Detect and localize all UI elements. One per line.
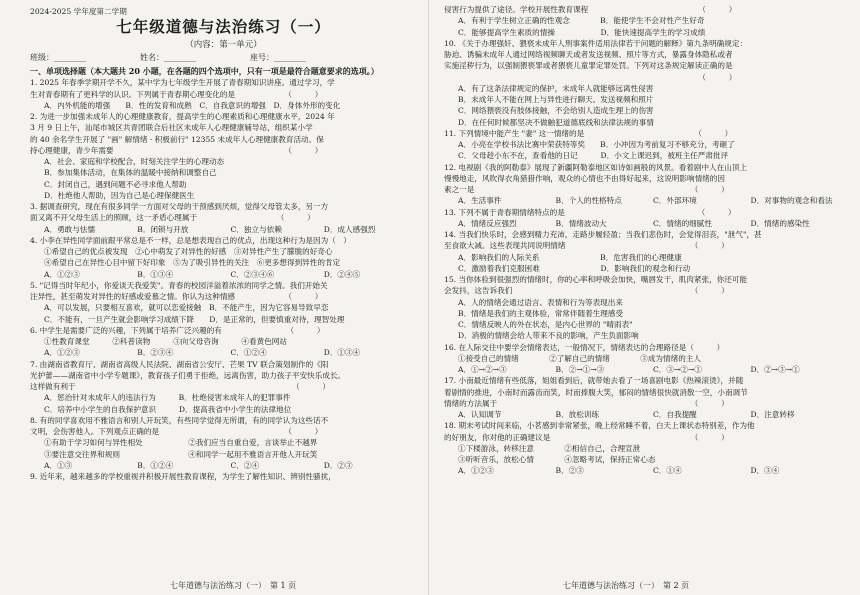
option-choice[interactable]: B．放松训练 (555, 410, 600, 419)
option-choice[interactable]: C．③→②→① (653, 365, 702, 374)
question-stem-line: 光护蕾——湖南省中小学专题课》，教育孩子们勇于拒绝，远离伤害，助力孩子平安快乐成长。 (30, 370, 346, 380)
option-row (444, 364, 848, 375)
question-stem-line: 3. 据调查研究，现在有很多同学一方面对父母的干预感到厌烦，觉得父母管太多，另一方 (30, 202, 329, 211)
option-choice[interactable]: D．注意转移 (750, 410, 795, 419)
page-footer-2: 七年道德与法治练习（一） 第 2 页 (563, 581, 690, 590)
option-choice[interactable]: A．勇敢与怯懦 (44, 224, 96, 234)
question-stem-line: 素之一是 （ ） (444, 185, 729, 194)
option-choice[interactable]: C．外部环境 (653, 196, 697, 206)
option-line[interactable]: A．可以发展，只要相互喜欢，就可以恋爱接触 B．不能产生，因为它容易导致早恋 (44, 303, 329, 313)
option-line[interactable]: ③听听音乐，放松心情 ④忽略考试，保持正常心态 (458, 455, 656, 464)
right-question-list (444, 4, 848, 477)
class-field[interactable]: 班级：________ (30, 53, 86, 63)
option-choice[interactable]: D．对事物的观念和看法 (750, 196, 833, 206)
option-line[interactable]: A．小亮在学校书法比赛中荣获特等奖 B．小冲因为考前复习不够充分，考砸了 (458, 140, 735, 149)
option-line[interactable]: C．封闭自己，遇到问题不必寻求他人帮助 (44, 179, 187, 189)
name-field[interactable]: 姓名：________ (140, 53, 196, 63)
option-choice[interactable]: C．②④ (230, 460, 260, 470)
option-line[interactable]: ①希望自己的优点被发现 ②心中萌发了对异性的好感 ③对异性产生了朦胧的好奇心 (44, 247, 333, 256)
option-line[interactable]: A．有利于学生树立正确的性观念 B．能使学生不会对性产生好奇 (458, 16, 705, 26)
option-choice[interactable]: A．情绪反应强烈 (458, 218, 517, 228)
question-q6 (30, 325, 417, 359)
exam-title: 七年级道德与法治练习（一） (116, 17, 331, 37)
question-stem-line: 实施淫秽行为，以强制猥亵罪或者猥亵儿童罪定罪处罚。下列对这条规定解读正确的是 (444, 61, 733, 71)
question-stem-line: 3 月 9 日上午，汕尾市城区共青团联合后社区未成年人心理健康辅导站，组织某小学 (30, 123, 313, 133)
option-row (30, 347, 417, 358)
option-row (444, 195, 848, 206)
question-stem-line: 14. 当我们快乐时，会感到精力充沛，走路步履轻盈；当我们悲伤时，会觉得泪丧，"泄气"，甚 (444, 230, 762, 239)
question-stem-line: 5. "记得当时年纪小，你爱谈天我爱笑"。青春的校园洋溢着浓浓的同学之情。我们开始关 (30, 280, 328, 290)
question-q9c (444, 4, 848, 38)
question-stem-line: 1. 2025 年春季学期开学不久，某中学为七年级学生开展了青春期知识讲座。通过学习，学 (30, 78, 335, 88)
question-stem-line: 情绪的方法属于 （ ） (444, 398, 729, 408)
page-divider (428, 0, 429, 595)
option-choice[interactable]: D．情绪的感染性 (750, 218, 810, 228)
question-stem-line: 生对青春期有了更科学的认识。下列属于青春期心理变化的是 （ ） (30, 89, 323, 99)
option-choice[interactable]: D．成人感强烈 (323, 224, 376, 234)
option-choice[interactable]: B．情绪波动大 (555, 218, 607, 228)
option-choice[interactable]: D．②→③→① (750, 365, 800, 374)
question-stem-line: 11. 下列情境中能产生 "妻" 这一情绪的是 （ ） (444, 128, 733, 138)
option-row (444, 218, 848, 229)
question-stem-line: 的 40 余名学生开展了 "画" 解情绪 · 积极前行" 12355 未成年人心理健康教育活动。保 (30, 134, 324, 144)
option-line[interactable]: D．在任何时候都坚决不做触犯道德底线和法律法规的事情 (458, 117, 654, 127)
option-choice[interactable]: B．②③ (555, 466, 584, 476)
option-choice[interactable]: B．①③④ (137, 269, 174, 279)
question-stem-line: 12. 电视剧《我的阿勒泰》展现了新疆阿勒泰地区如诗如画般的风景。看着剧中人在山顶上 (444, 162, 748, 172)
option-line[interactable]: D．消极的情绪会给人带来不良的影响，产生负面影响 (458, 331, 639, 341)
question-stem-line: 16. 在人际交往中要学会情绪表达，一般情况下，情绪表达的合理路径是（ ） (444, 342, 725, 352)
question-stem-line: 注异性，甚至萌发对异性的好感或爱慕之情。你认为这种情感 （ ） (30, 292, 323, 301)
left-question-list (30, 77, 417, 482)
question-stem-line: 持心理健康，青少年需要 （ ） (30, 145, 323, 155)
question-q7 (30, 359, 417, 415)
left-page (0, 0, 425, 595)
question-q9 (30, 471, 417, 482)
question-stem-line: 的好朋友，你对他的正确建议是 （ ） (444, 432, 729, 442)
option-line[interactable]: ①有助于学习如何与异性相处 ②我们应当自重自爱，言谈举止不越界 (44, 438, 318, 448)
question-stem-line: 侵害行为提供了途径。学校开展性教育课程 （ ） (444, 5, 737, 14)
question-stem-line: 8. 有的同学喜欢用不雅语言和别人开玩笑，有些同学觉得无所谓，有的同学认为这些话不 (30, 415, 329, 425)
option-line[interactable]: C．能够提高学生素质的情操 D．能快速提高学生的学习成绩 (458, 27, 706, 37)
seat-field[interactable]: 座号：________ (250, 53, 306, 63)
option-line[interactable]: C．培养中小学生的自我保护意识 D．提高我省中小学生的法律地位 (44, 404, 292, 414)
option-choice[interactable]: B．②→①→③ (555, 365, 605, 374)
question-stem-line: 15. 当你体验到很强烈的情绪时，你的心率和呼吸会加快，嘴唇发干，肌肉紧张，你还可能 (444, 275, 748, 284)
option-line[interactable]: ③要注意交往界和规则 ④和同学一起用不雅语言开他人开玩笑 (44, 449, 318, 459)
exam-subtitle: （内容：第一单元） (185, 40, 262, 51)
question-q18 (444, 420, 848, 476)
question-stem-line: 胁迫、诱骗未成年人通过网络视频聊天或者发送视频、照片等方式，暴露身体隐私或者 (444, 50, 733, 59)
option-row (30, 460, 417, 471)
option-line[interactable]: C．不能有，一旦产生就会影响学习成绩下降 D．是正常的，但要慎重对待，理智处理 (44, 314, 345, 324)
option-line[interactable]: C．情绪反映人的外在状态，是内心世界的 "晴雨表" (458, 320, 633, 329)
question-stem-line: 这样做有利于 （ ） (30, 382, 330, 391)
option-choice[interactable]: A．①→②→③ (458, 365, 507, 374)
question-stem-line: 会发抖，这告诉我们 （ ） (444, 286, 729, 296)
option-choice[interactable]: D．③④ (750, 466, 780, 476)
option-row (30, 269, 417, 280)
question-stem-line: 面又离不开父母生活上的照顾，这一矛盾心理属于 （ ） (30, 213, 315, 223)
option-choice[interactable]: A．生活事件 (458, 196, 502, 206)
page-footer-1: 七年道德与法治练习（一） 第 1 页 (170, 581, 297, 590)
option-choice[interactable]: C．自我提醒 (653, 410, 697, 419)
question-q11 (444, 128, 848, 162)
option-line[interactable]: A．内外机能的增强 B．性的发育和成熟 C．自我意识的增强 D．身体外形的变化 (44, 100, 341, 110)
question-stem-line: 9. 近年来，越来越多的学校重视并积极开展性教育课程，为学生了解性知识、辨别性骚扰， (30, 472, 336, 481)
question-q1 (30, 77, 417, 111)
option-choice[interactable]: B．个人的性格特点 (555, 196, 622, 206)
question-q17 (444, 375, 848, 420)
option-row (444, 409, 848, 420)
question-stem-line: 17. 小南最近情绪有些低落，姐姐看到后，就带她去看了一场喜剧电影《热辣滚烫》，并随 (444, 376, 744, 386)
question-stem-line: 10. 《关于办理强奸、猥亵未成年人刑事案件适用法律若干问题的解释》第九条明确规定： (444, 38, 748, 48)
question-q10 (444, 38, 848, 128)
option-choice[interactable]: C．②③④⑥ (230, 269, 275, 279)
right-page (432, 0, 860, 595)
option-choice[interactable]: A．①②③ (44, 269, 80, 279)
option-row (30, 224, 417, 235)
option-line[interactable]: B．参加集体活动，在集体的温暖中接纳和调整自己 (44, 168, 217, 178)
option-choice[interactable]: C．①④ (653, 466, 682, 476)
question-stem-line: 4. 小李在异性同学面前跟平常总是不一样，总是想表现自己的优点，出现这种行为是因为（ ） (30, 235, 351, 245)
option-line[interactable]: ①性教育课堂 ②科普读物 ③向父母咨询 ④看黄色网站 (44, 337, 287, 346)
question-stem-line: 慢慢地走，风吹得衣角猎猎作响，观众的心情也不由得好起来，这说明影响情绪的因 (444, 173, 725, 183)
option-line[interactable]: A．有了这条法律规定的保护，未成年人就能够远离性侵害 (458, 83, 654, 93)
option-choice[interactable]: D．②③ (323, 460, 353, 470)
question-q5 (30, 280, 417, 325)
option-line[interactable]: A．影响我们的人际关系 B．危害我们的心理健康 (458, 252, 682, 262)
question-q13 (444, 207, 848, 230)
option-row (444, 465, 848, 476)
question-q16 (444, 342, 848, 376)
option-choice[interactable]: A．①③ (44, 460, 73, 470)
option-line[interactable]: C．网络猥亵没有肢体接触，不会给别人造成生理上的伤害 (458, 106, 654, 116)
question-q2 (30, 111, 417, 201)
option-line[interactable]: A．人的情绪会通过语言、表情和行为等表现出来 (458, 297, 623, 307)
question-stem-line: 2. 为进一步加强未成年人的心理健康教育，提高学生的心理素质和心理健康水平，2024 年 (30, 112, 335, 121)
option-line[interactable]: A．社会、家庭和学校配合，时刻关注学生的心理动态 (44, 157, 225, 166)
option-line[interactable]: B．情绪是我们的主观体验，常常伴随着生理感受 (458, 308, 624, 318)
option-line[interactable]: A．惩治针对未成年人的违法行为 B．杜绝侵害未成年人的犯罪事件 (44, 393, 291, 403)
option-line[interactable]: C．父母趁小东不在，查看他的日记 D．小文上课迟到，被班主任严肃批评 (458, 151, 729, 161)
option-line[interactable]: ④希望自己在异性心目中留下好印象 ⑤为了吸引异性的关注 ⑥更多想得到异性的肯定 (44, 258, 341, 268)
question-stem-line: 7. 由湖南省教育厅、湖南省高级人民法院、湖南省公安厅、芒果 TV 联合策划制作的《阳 (30, 359, 329, 369)
question-stem-line: （ ） (444, 72, 737, 82)
question-stem-line: 着剧情的推进，小南时而露齿而笑，时而捧腹大笑，郁闷的情绪很快就消散一空，小南调节 (444, 387, 748, 397)
option-choice[interactable]: C．情绪的细腻性 (653, 218, 712, 228)
question-stem-line: 18. 期末考试时间来临，小茗感到非常紧张，晚上经常睡不着，白天上课状态特别差，作为他 (444, 421, 755, 431)
student-info (30, 51, 417, 64)
option-choice[interactable]: C．独立与依赖 (230, 224, 282, 234)
option-line[interactable]: B．未成年人不能在网上与异性进行聊天、发送视频和照片 (458, 95, 654, 104)
question-stem-line: 文明，会伤害他人。下列观点正确的是 （ ） (30, 427, 323, 436)
option-choice[interactable]: A．①②③ (44, 348, 80, 358)
option-line[interactable]: ①接受自己的情绪 ②了解自己的情绪 ③成为情绪的主人 (458, 353, 701, 363)
option-choice[interactable]: B．②③④ (137, 348, 174, 358)
option-choice[interactable]: C．①②④ (230, 348, 267, 358)
question-q14 (444, 229, 848, 274)
question-q4 (30, 235, 417, 280)
option-choice[interactable]: B．闭锁与开放 (137, 224, 189, 234)
option-line[interactable]: D．杜绝他人帮助，因为自己是心理保健医生 (44, 190, 195, 200)
question-stem-line: 13. 下列不属于青春期情绪特点的是 （ ） (444, 207, 736, 217)
option-choice[interactable]: B．①②④ (137, 460, 174, 470)
section-heading: 一、单项选择题（本大题共 20 小题，在各题的四个选项中，只有一项是最符合题意要求的选项。） (30, 66, 379, 77)
option-choice[interactable]: D．①③④ (323, 348, 361, 358)
question-q8 (30, 415, 417, 471)
option-choice[interactable]: A．①②③ (458, 466, 494, 476)
option-choice[interactable]: D．②④⑤ (323, 269, 361, 279)
option-choice[interactable]: A．认知调节 (458, 410, 502, 419)
question-q12 (444, 162, 848, 207)
option-line[interactable]: ①下楼游泳，转移注意 ②相信自己，合理宣泄 (458, 443, 641, 453)
question-q15 (444, 274, 848, 342)
school-year: 2024-2025 学年度第二学期 (30, 7, 127, 16)
question-stem-line: 至食欲大减。这些表现共同说明情绪 （ ） (444, 241, 729, 251)
question-stem-line: 6. 中学生是需要广泛的兴趣，下列属于培养广泛兴趣的有 （ ） (30, 325, 325, 335)
question-q3 (30, 201, 417, 235)
option-line[interactable]: C．激励着我们克服困难 D．影响我们的观念和行动 (458, 263, 691, 273)
